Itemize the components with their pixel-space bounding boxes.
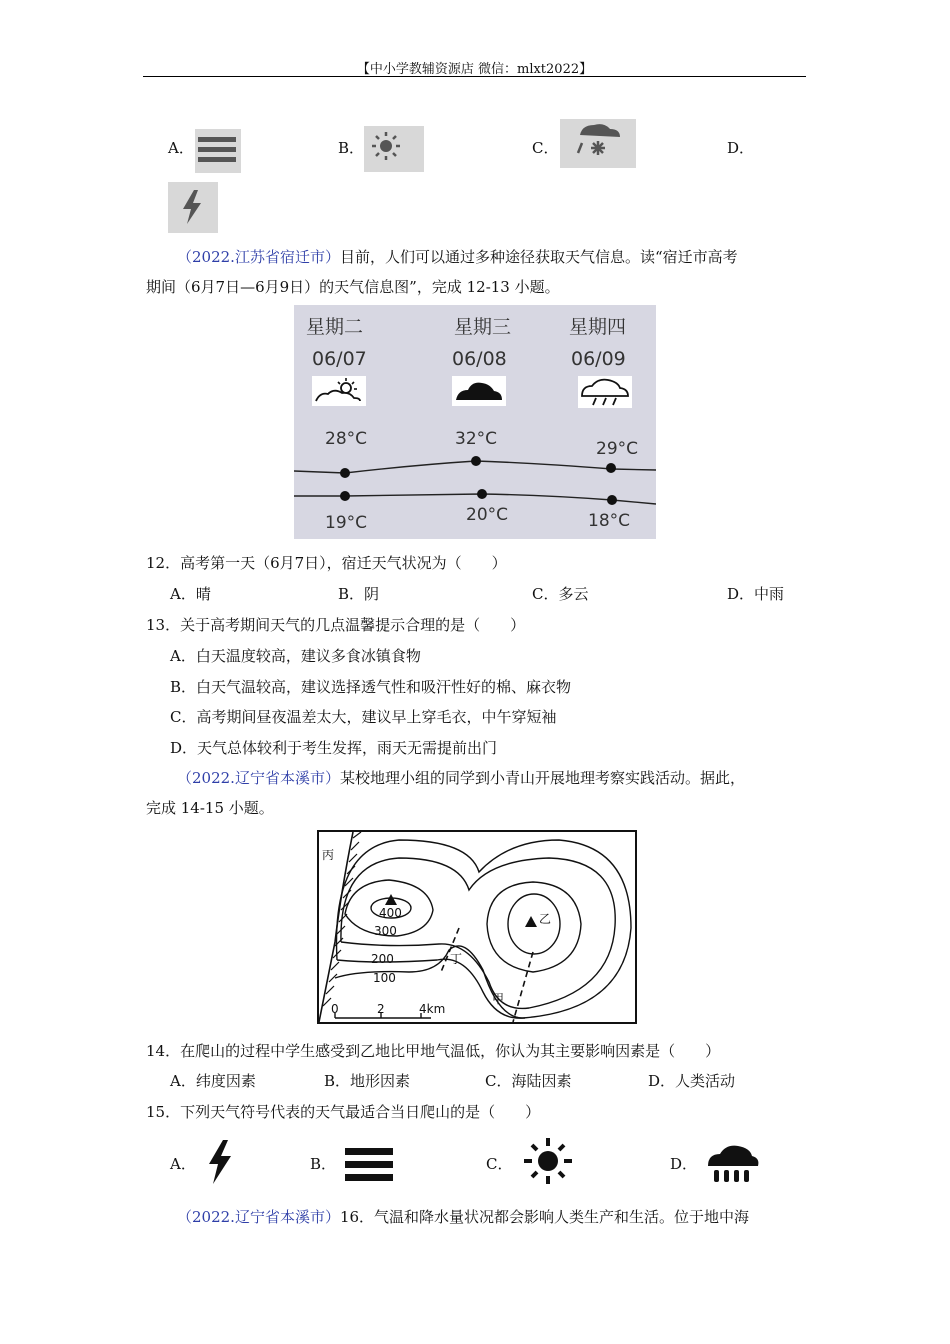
contour-label-100: 100 [373,971,396,985]
intro3-line1 [177,1206,749,1227]
high-point-day3 [606,463,616,473]
fog-icon[interactable] [345,1146,393,1184]
high-point-day1 [340,468,350,478]
q15-option-d-letter[interactable]: D． [670,1155,698,1173]
q11-option-b-letter[interactable]: B． [338,139,365,157]
day3-high: 29°C [596,439,639,459]
day1-low: 19°C [325,513,368,533]
temperature-curves [294,305,656,539]
contour-label-300: 300 [374,924,397,938]
q15-stem: 15．下列天气符号代表的天气最适合当日爬山的是（ ） [146,1103,541,1121]
lightning-icon[interactable] [168,182,218,233]
high-point-day2 [471,456,481,466]
day1-date: 06/07 [312,348,367,370]
label-yi: 乙 [539,912,552,926]
q11-option-d-letter[interactable]: D． [727,139,755,157]
q14-option-c[interactable]: C．海陆因素 [485,1072,572,1090]
day3-date: 06/09 [571,348,626,370]
q13-option-b[interactable]: B．白天气温较高，建议选择透气性和吸汗性好的棉、麻衣物 [170,678,572,696]
summit-yi [525,916,537,927]
intro2-line2: 完成 14-15 小题。 [146,799,274,817]
day2-low: 20°C [466,505,509,525]
header-divider [143,76,806,77]
day1-weekday: 星期二 [306,316,364,338]
page-header: 【中小学教辅资源店 微信：mlxt2022】 [356,62,593,77]
q12-option-b[interactable]: B．阴 [338,585,380,603]
day2-date: 06/08 [452,348,507,370]
q12-option-d[interactable]: D．中雨 [727,585,785,603]
q12-option-a[interactable]: A．晴 [170,585,211,603]
intro1-line1 [177,246,738,267]
intro3-text1: 16．气温和降水量状况都会影响人类生产和生活。位于地中海 [339,1208,750,1226]
day3-low: 18°C [588,511,631,531]
sleet-icon[interactable] [560,119,636,168]
label-bing: 丙 [322,848,335,862]
q15-option-a-letter[interactable]: A． [170,1155,196,1173]
label-jia: 甲 [492,992,505,1006]
heavy-rain-icon[interactable] [706,1144,760,1186]
day1-high: 28°C [325,429,368,449]
q13-option-d[interactable]: D．天气总体较利于考生发挥，雨天无需提前出门 [170,739,498,757]
q13-option-c[interactable]: C．高考期间昼夜温差太大，建议早上穿毛衣，中午穿短袖 [170,708,557,726]
q14-option-b[interactable]: B．地形因素 [324,1072,411,1090]
q13-option-a[interactable]: A．白天温度较高，建议多食冰镇食物 [170,647,421,665]
scale-label-4km: 4km [419,1002,446,1016]
intro2-text1: 某校地理小组的同学到小青山开展地理考察实践活动。据此， [339,769,745,787]
q14-stem: 14．在爬山的过程中学生感受到乙地比甲地气温低，你认为其主要影响因素是（ ） [146,1042,721,1060]
scale-label-0: 0 [331,1002,339,1016]
q11-option-c-letter[interactable]: C． [532,139,559,157]
scale-label-2: 2 [377,1002,385,1016]
low-point-day3 [607,495,617,505]
intro1-text1: 目前，人们可以通过多种途径获取天气信息。读“宿迁市高考 [339,248,738,266]
fog-icon[interactable] [195,129,241,173]
contour-label-200: 200 [371,952,394,966]
intro3-source: （2022.辽宁省本溪市） [177,1208,340,1226]
label-ding: 丁 [450,952,463,966]
q14-option-d[interactable]: D．人类活动 [648,1072,736,1090]
q15-option-c-letter[interactable]: C． [486,1155,513,1173]
q12-option-c[interactable]: C．多云 [532,585,589,603]
sun-icon[interactable] [364,126,424,172]
intro1-source: （2022.江苏省宿迁市） [177,248,340,266]
summit-left [385,894,397,905]
low-point-day2 [477,489,487,499]
sun-icon[interactable] [520,1136,576,1186]
intro1-line2: 期间（6月7日—6月9日）的天气信息图”，完成 12-13 小题。 [146,278,560,296]
low-point-day1 [340,491,350,501]
q14-option-a[interactable]: A．纬度因素 [170,1072,256,1090]
weather-info-panel [294,305,656,539]
q11-option-a-letter[interactable]: A． [168,139,194,157]
intro2-line1 [177,767,745,788]
q15-option-b-letter[interactable]: B． [310,1155,337,1173]
day2-weekday: 星期三 [454,316,512,338]
q13-stem: 13．关于高考期间天气的几点温馨提示合理的是（ ） [146,616,526,634]
contour-map [317,830,637,1024]
lightning-icon[interactable] [203,1138,237,1186]
day2-high: 32°C [455,429,498,449]
day3-weekday: 星期四 [569,316,627,338]
q12-stem: 12．高考第一天（6月7日），宿迁天气状况为（ ） [146,554,507,572]
contour-label-400: 400 [379,906,402,920]
intro2-source: （2022.辽宁省本溪市） [177,769,340,787]
